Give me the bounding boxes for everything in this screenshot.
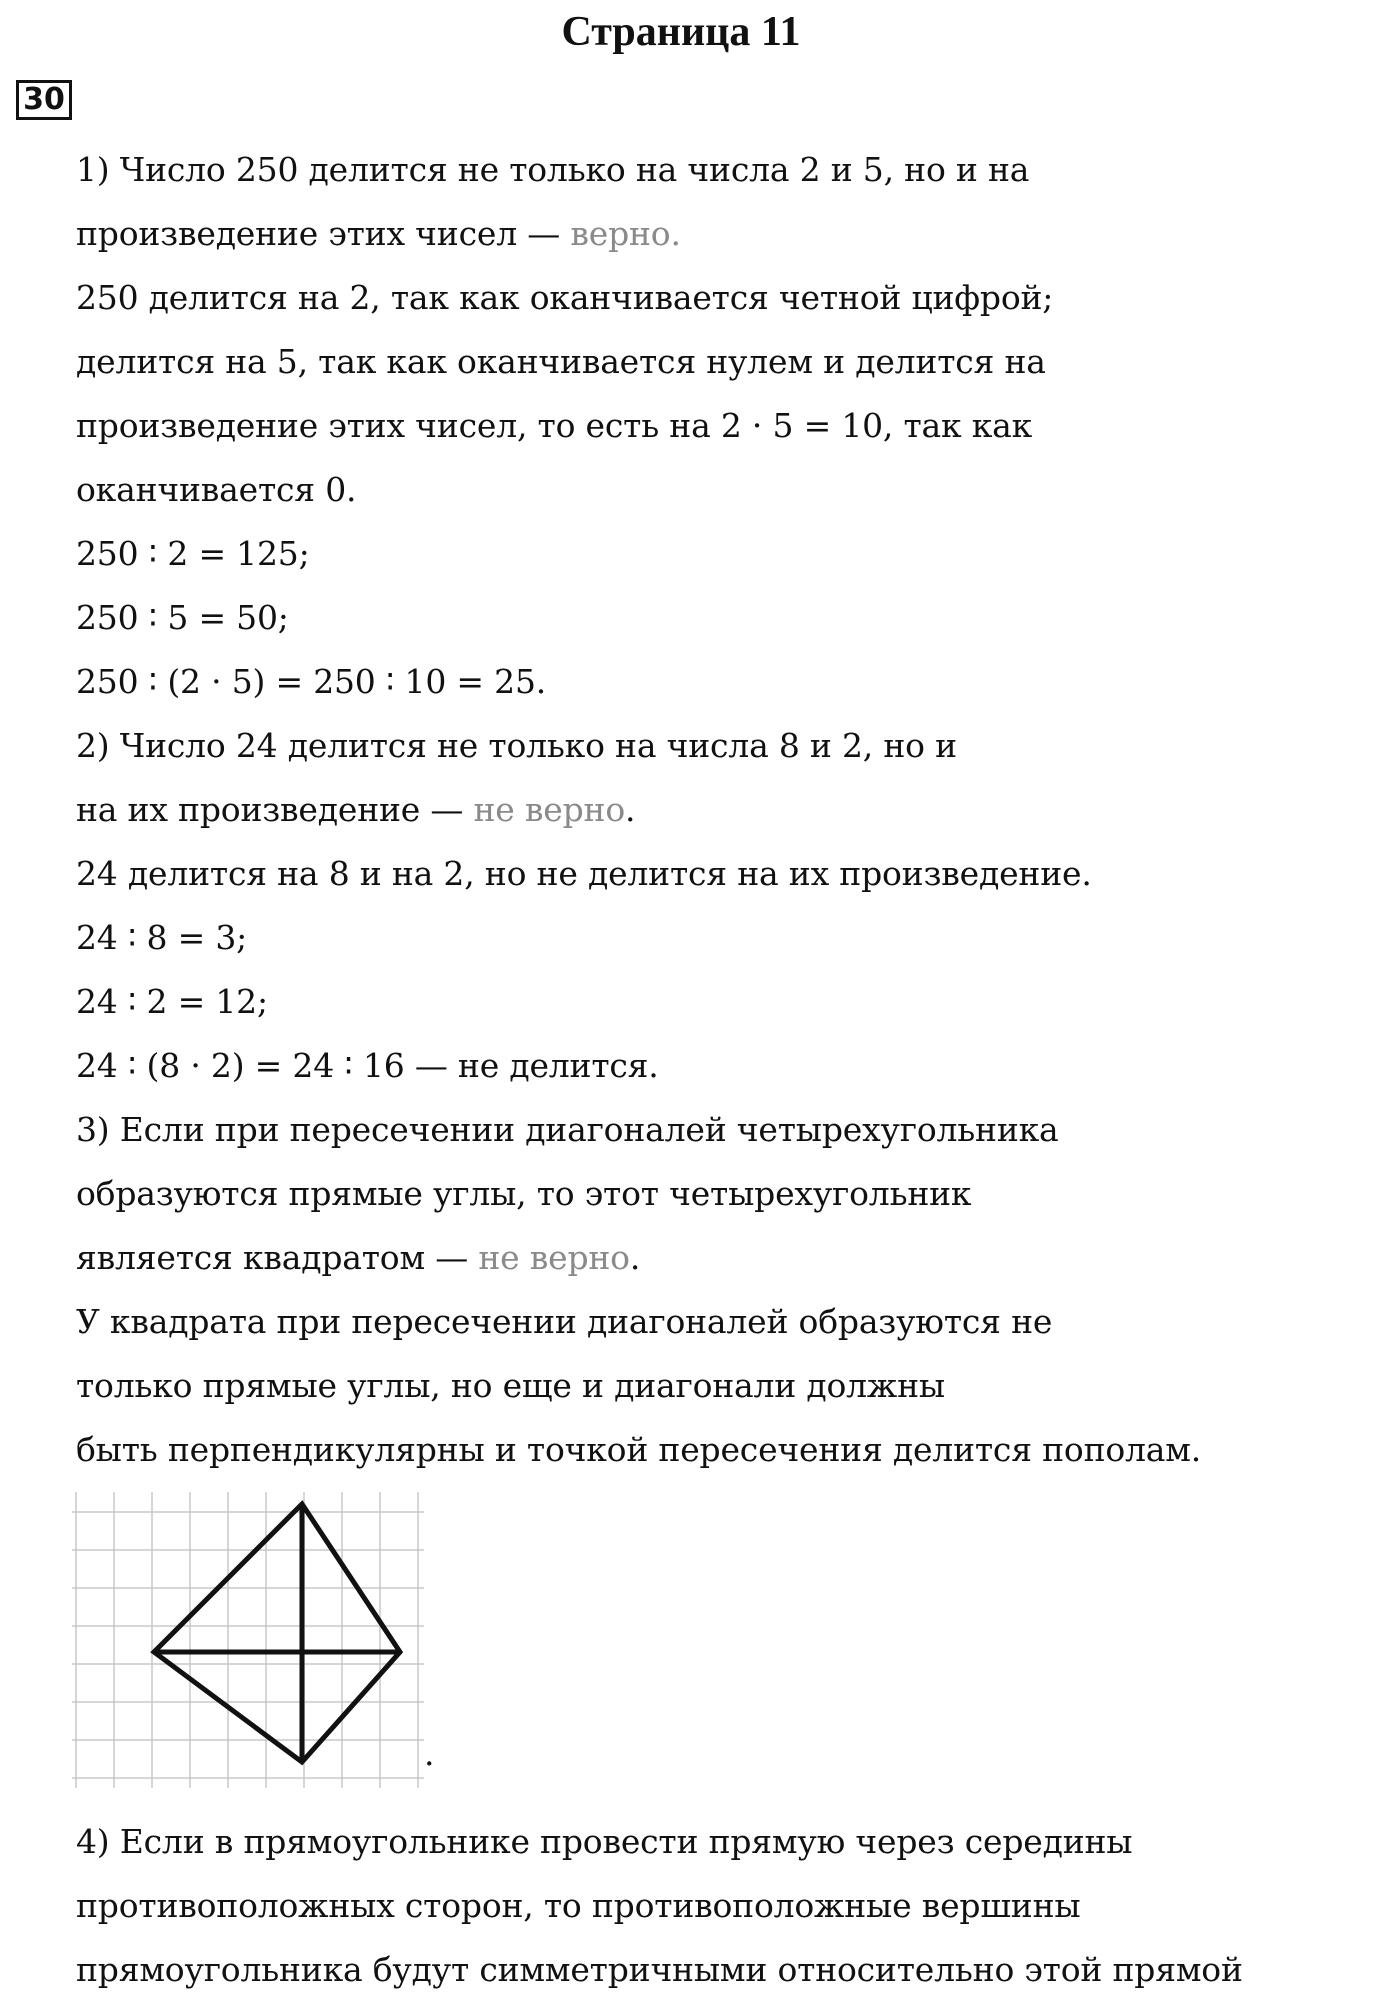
- part2-line-3: 24 делится на 8 и на 2, но не делится на их произведение.: [76, 854, 1092, 893]
- grid-quadrilateral-drawing: [72, 1492, 435, 1788]
- page-title: Страница 11: [561, 9, 801, 55]
- part2-line-2-end: .: [625, 790, 636, 829]
- part1-line-2-text: произведение этих чисел —: [76, 214, 571, 253]
- part3-line-2: образуются прямые углы, то этот четырехугольник: [76, 1174, 972, 1213]
- part4-line-2: противоположных сторон, то противоположные вершины: [76, 1886, 1081, 1925]
- part2-line-5: 24 ∶ 2 = 12;: [76, 982, 268, 1021]
- part3-line-3: [76, 1226, 1376, 1290]
- part3-line-5: только прямые углы, но еще и диагонали должны: [76, 1366, 945, 1405]
- part4-line-1: 4) Если в прямоугольнике провести прямую через середины: [76, 1822, 1133, 1861]
- solution-text: [76, 138, 1376, 1788]
- quadrilateral-outline: [154, 1504, 400, 1762]
- part1-line-8: 250 ∶ 5 = 50;: [76, 598, 289, 637]
- part1-line-2: [76, 202, 1376, 266]
- part1-verdict: верно.: [570, 214, 681, 253]
- part4-line-3: прямоугольника будут симметричными относительно этой прямой: [76, 1950, 1243, 1989]
- figure-period: .: [424, 1734, 435, 1773]
- part1-line-5: произведение этих чисел, то есть на 2 · 5 = 10, так как: [76, 406, 1033, 445]
- task-number-box: 30: [16, 80, 72, 120]
- part2-line-1: 2) Число 24 делится не только на числа 8 и 2, но и: [76, 726, 957, 765]
- part2-line-2: [76, 778, 1376, 842]
- part3-line-6: быть перпендикулярны и точкой пересечения делится пополам.: [76, 1430, 1202, 1469]
- part1-line-3: 250 делится на 2, так как оканчивается четной цифрой;: [76, 278, 1054, 317]
- part3-line-3-text: является квадратом —: [76, 1238, 479, 1277]
- part1-line-9: 250 ∶ (2 · 5) = 250 ∶ 10 = 25.: [76, 662, 547, 701]
- part3-line-4: У квадрата при пересечении диагоналей образуются не: [76, 1302, 1053, 1341]
- part2-verdict: не верно: [473, 790, 626, 829]
- part3-line-3-end: .: [629, 1238, 641, 1277]
- quadrilateral-figure: [76, 1492, 1376, 1788]
- part1-line-1: 1) Число 250 делится не только на числа 2 и 5, но и на: [76, 150, 1030, 189]
- part3-verdict: не верно: [478, 1238, 630, 1277]
- part2-line-6: 24 ∶ (8 · 2) = 24 ∶ 16 — не делится.: [76, 1046, 659, 1085]
- solution-text-part4: [76, 1810, 1376, 2002]
- part2-line-2-text: на их произведение —: [76, 790, 474, 829]
- part2-line-4: 24 ∶ 8 = 3;: [76, 918, 248, 957]
- part3-line-1: 3) Если при пересечении диагоналей четырехугольника: [76, 1110, 1059, 1149]
- grid-lines: [72, 1492, 424, 1788]
- part1-line-7: 250 ∶ 2 = 125;: [76, 534, 310, 573]
- part1-line-4: делится на 5, так как оканчивается нулем и делится на: [76, 342, 1046, 381]
- part1-line-6: оканчивается 0.: [76, 470, 357, 509]
